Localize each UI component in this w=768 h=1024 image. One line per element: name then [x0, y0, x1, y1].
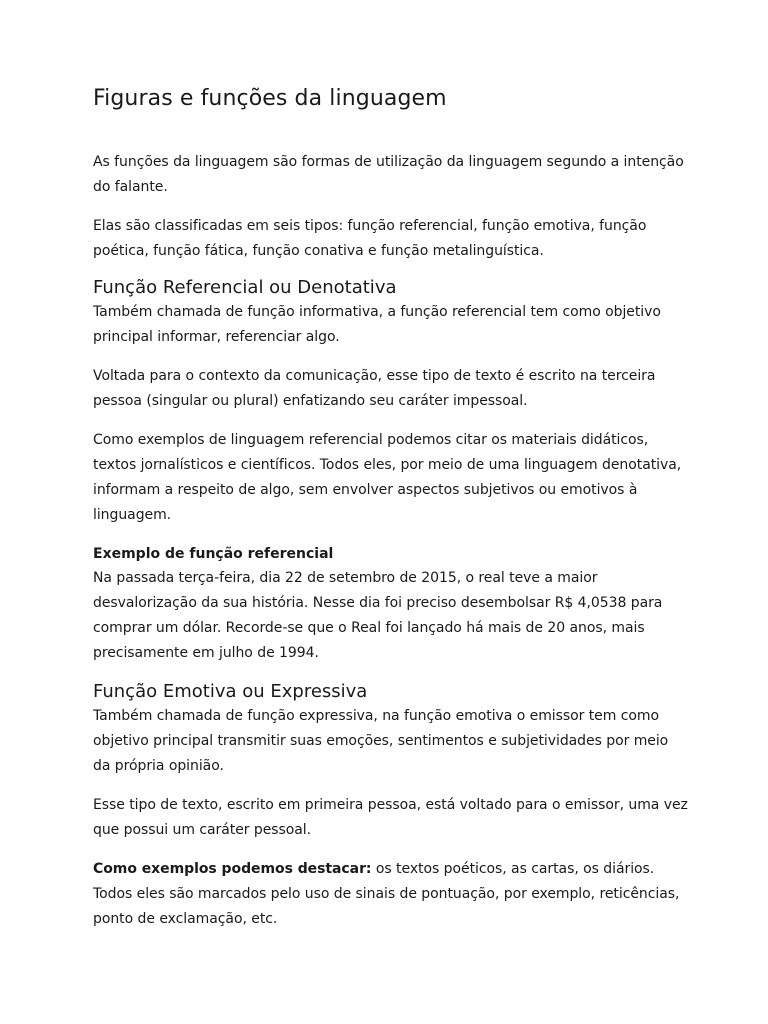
referencial-paragraph-2: Voltada para o contexto da comunicação, esse tipo de texto é escrito na terceira pessoa (singular ou plural) enfatizando seu caráter impessoal.	[93, 368, 656, 409]
section-heading-referencial: Função Referencial ou Denotativa	[93, 277, 397, 298]
page-title: Figuras e funções da linguagem	[93, 86, 447, 111]
example-text-referencial: Na passada terça-feira, dia 22 de setembro de 2015, o real teve a maior desvalorização da sua história. Nesse dia foi preciso desembolsar R$ 4,0538 para comprar um dólar. Recorde-se que o Real foi lançado há mais de 20 anos, mais precisamente em julho de 1994.	[93, 570, 663, 661]
intro-paragraph-1: As funções da linguagem são formas de utilização da linguagem segundo a intenção do falante.	[93, 154, 684, 195]
referencial-paragraph-1: Também chamada de função informativa, a função referencial tem como objetivo principal informar, referenciar algo.	[93, 304, 661, 345]
emotiva-paragraph-3-lead: Como exemplos podemos destacar:	[93, 861, 372, 877]
section-heading-emotiva: Função Emotiva ou Expressiva	[93, 681, 368, 702]
emotiva-paragraph-3-rest: os textos poéticos, as cartas, os diários. Todos eles são marcados pelo uso de sinais de pontuação, por exemplo, reticências, ponto de exclamação, etc.	[93, 861, 680, 927]
referencial-paragraph-3: Como exemplos de linguagem referencial podemos citar os materiais didáticos, textos jornalísticos e científicos. Todos eles, por meio de uma linguagem denotativa, informam a respeito de algo, sem envolver aspectos subjetivos ou emotivos à linguagem.	[93, 432, 682, 523]
example-heading-referencial: Exemplo de função referencial	[93, 546, 334, 562]
emotiva-paragraph-2: Esse tipo de texto, escrito em primeira pessoa, está voltado para o emissor, uma vez que possui um caráter pessoal.	[93, 797, 688, 838]
intro-paragraph-2: Elas são classificadas em seis tipos: função referencial, função emotiva, função poética, função fática, função conativa e função metalinguística.	[93, 218, 647, 259]
emotiva-paragraph-1: Também chamada de função expressiva, na função emotiva o emissor tem como objetivo principal transmitir suas emoções, sentimentos e subjetividades por meio da própria opinião.	[93, 708, 669, 774]
emotiva-paragraph-3	[93, 857, 688, 932]
